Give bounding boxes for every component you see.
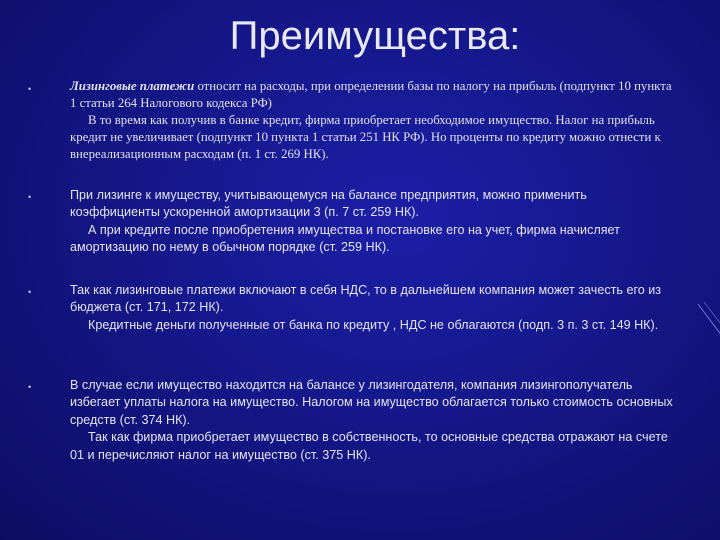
item-1-paragraph-2: В то время как получив в банке кредит, фирма приобретает необходимое имущество. Налог на прибыль кредит не увеличивает (подпункт 10 пункта 1 статьи 251 НК РФ). Но проценты по кредиту можно отнести к внереализационным расходам (п. 1 ст. 269 НК). [70, 113, 661, 161]
slide-title: Преимущества: [229, 14, 521, 58]
item-1-text-1: относит на расходы, при определении базы по налогу на прибыль (подпункт 10 пункта 1 статьи 264 Налогового кодекса РФ) [70, 79, 672, 110]
bullet-3: • [28, 287, 32, 297]
advantage-item-1 [70, 78, 678, 163]
item-4-paragraph-2: Так как фирма приобретает имущество в собственность, то основные средства отражают на счете 01 и перечисляют налог на имущество (ст. 375 НК). [70, 430, 668, 462]
bullet-4: • [28, 382, 32, 392]
item-1-paragraph-1 [70, 78, 678, 112]
advantage-item-4 [70, 377, 678, 464]
item-3-paragraph-1: Так как лизинговые платежи включают в себя НДС, то в дальнейшем компания может зачесть его из бюджета (ст. 171, 172 НК). [70, 283, 662, 315]
advantage-item-2 [70, 187, 678, 257]
advantage-item-3 [70, 282, 678, 334]
item-1-lead: Лизинговые платежи [70, 79, 195, 93]
bullet-1: • [28, 84, 32, 94]
item-2-paragraph-2: А при кредите после приобретения имущества и постановке его на учет, фирма начисляет амортизацию по нему в обычном порядке (ст. 259 НК). [70, 222, 620, 255]
item-2-paragraph-1: При лизинге к имуществу, учитывающемуся на балансе предприятия, можно применить коэффициенты ускоренной амортизации 3 (п. 7 ст. 259 НК). [70, 188, 587, 220]
item-3-paragraph-2: Кредитные деньги полученные от банка по кредиту , НДС не облагаются (подп. 3 п. 3 ст. 149 НК). [88, 317, 659, 332]
decorative-line [694, 300, 720, 340]
bullet-2: • [28, 192, 32, 202]
item-4-paragraph-1: В случае если имущество находится на балансе у лизингодателя, компания лизингополучатель избегает уплаты налога на имущество. Налогом на имущество облагается только стоимость основных средств (ст. 374 НК). [70, 378, 673, 427]
